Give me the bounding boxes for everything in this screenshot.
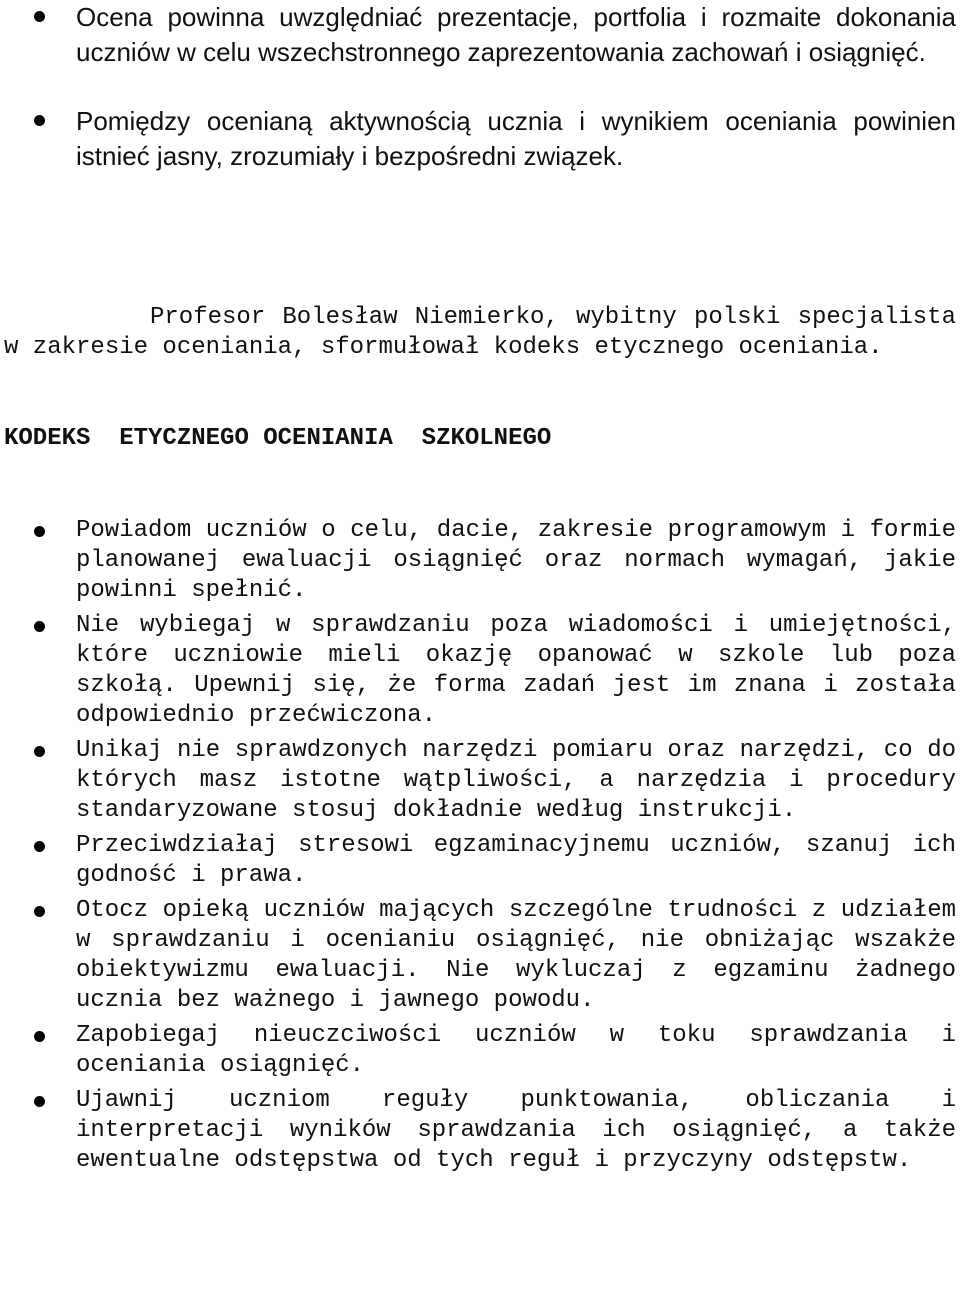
list-item: [0, 0, 960, 70]
bullet-icon: [34, 115, 45, 126]
list-item: [0, 1086, 960, 1176]
list-item-text: Przeciwdziałaj stresowi egzaminacyjnemu uczniów, szanuj ich godność i prawa.: [76, 832, 956, 889]
list-item-text: Unikaj nie sprawdzonych narzędzi pomiaru oraz narzędzi, co do których masz istotne wątpliwości, a narzędzia i procedury standaryzowane stosuj dokładnie według instrukcji.: [76, 737, 956, 824]
list-item: [0, 1021, 960, 1081]
list-item: [0, 896, 960, 1016]
bullet-icon: [34, 1096, 45, 1107]
intro-paragraph: Profesor Bolesław Niemierko, wybitny polski specjalista w zakresie oceniania, sformułował kodeks etycznego oceniania.: [4, 304, 956, 361]
list-item: [0, 516, 960, 606]
list-item-text: Nie wybiegaj w sprawdzaniu poza wiadomości i umiejętności, które uczniowie mieli okazję opanować w szkole lub poza szkołą. Upewnij się, że forma zadań jest im znana i została odpowiednio przećwiczona.: [76, 612, 956, 729]
bullet-icon: [34, 746, 45, 757]
bullet-icon: [34, 1031, 45, 1042]
bullet-icon: [34, 906, 45, 917]
list-item-text: Pomiędzy ocenianą aktywnością ucznia i wynikiem oceniania powinien istnieć jasny, zrozumiały i bezpośredni związek.: [76, 106, 956, 171]
list-item: [0, 831, 960, 891]
list-item-text: Ocena powinna uwzględniać prezentacje, portfolia i rozmaite dokonania uczniów w celu wszechstronnego zaprezentowania zachowań i osiągnięć.: [76, 2, 956, 67]
bullet-icon: [34, 11, 45, 22]
list-item: [0, 736, 960, 826]
list-item-text: Ujawnij uczniom reguły punktowania, obliczania i interpretacji wyników sprawdzania ich osiągnięć, a także ewentualne odstępstwa od tych reguł i przyczyny odstępstw.: [76, 1087, 956, 1174]
list-item-text: Otocz opieką uczniów mających szczególne trudności z udziałem w sprawdzaniu i ocenianiu osiągnięć, nie obniżając wszakże obiektywizmu ewaluacji. Nie wykluczaj z egzaminu żadnego ucznia bez ważnego i jawnego powodu.: [76, 897, 956, 1014]
list-item: [0, 611, 960, 731]
assessment-principles-list: [0, 0, 960, 208]
list-item-text: Zapobiegaj nieuczciwości uczniów w toku sprawdzania i oceniania osiągnięć.: [76, 1022, 956, 1079]
bullet-icon: [34, 841, 45, 852]
code-heading: KODEKS ETYCZNEGO OCENIANIA SZKOLNEGO: [4, 425, 552, 452]
list-item: [0, 104, 960, 174]
bullet-icon: [34, 621, 45, 632]
list-item-text: Powiadom uczniów o celu, dacie, zakresie programowym i formie planowanej ewaluacji osiągnięć oraz normach wymagań, jakie powinni spełnić.: [76, 517, 956, 604]
bullet-icon: [34, 526, 45, 537]
code-rules-list: [0, 516, 960, 1181]
